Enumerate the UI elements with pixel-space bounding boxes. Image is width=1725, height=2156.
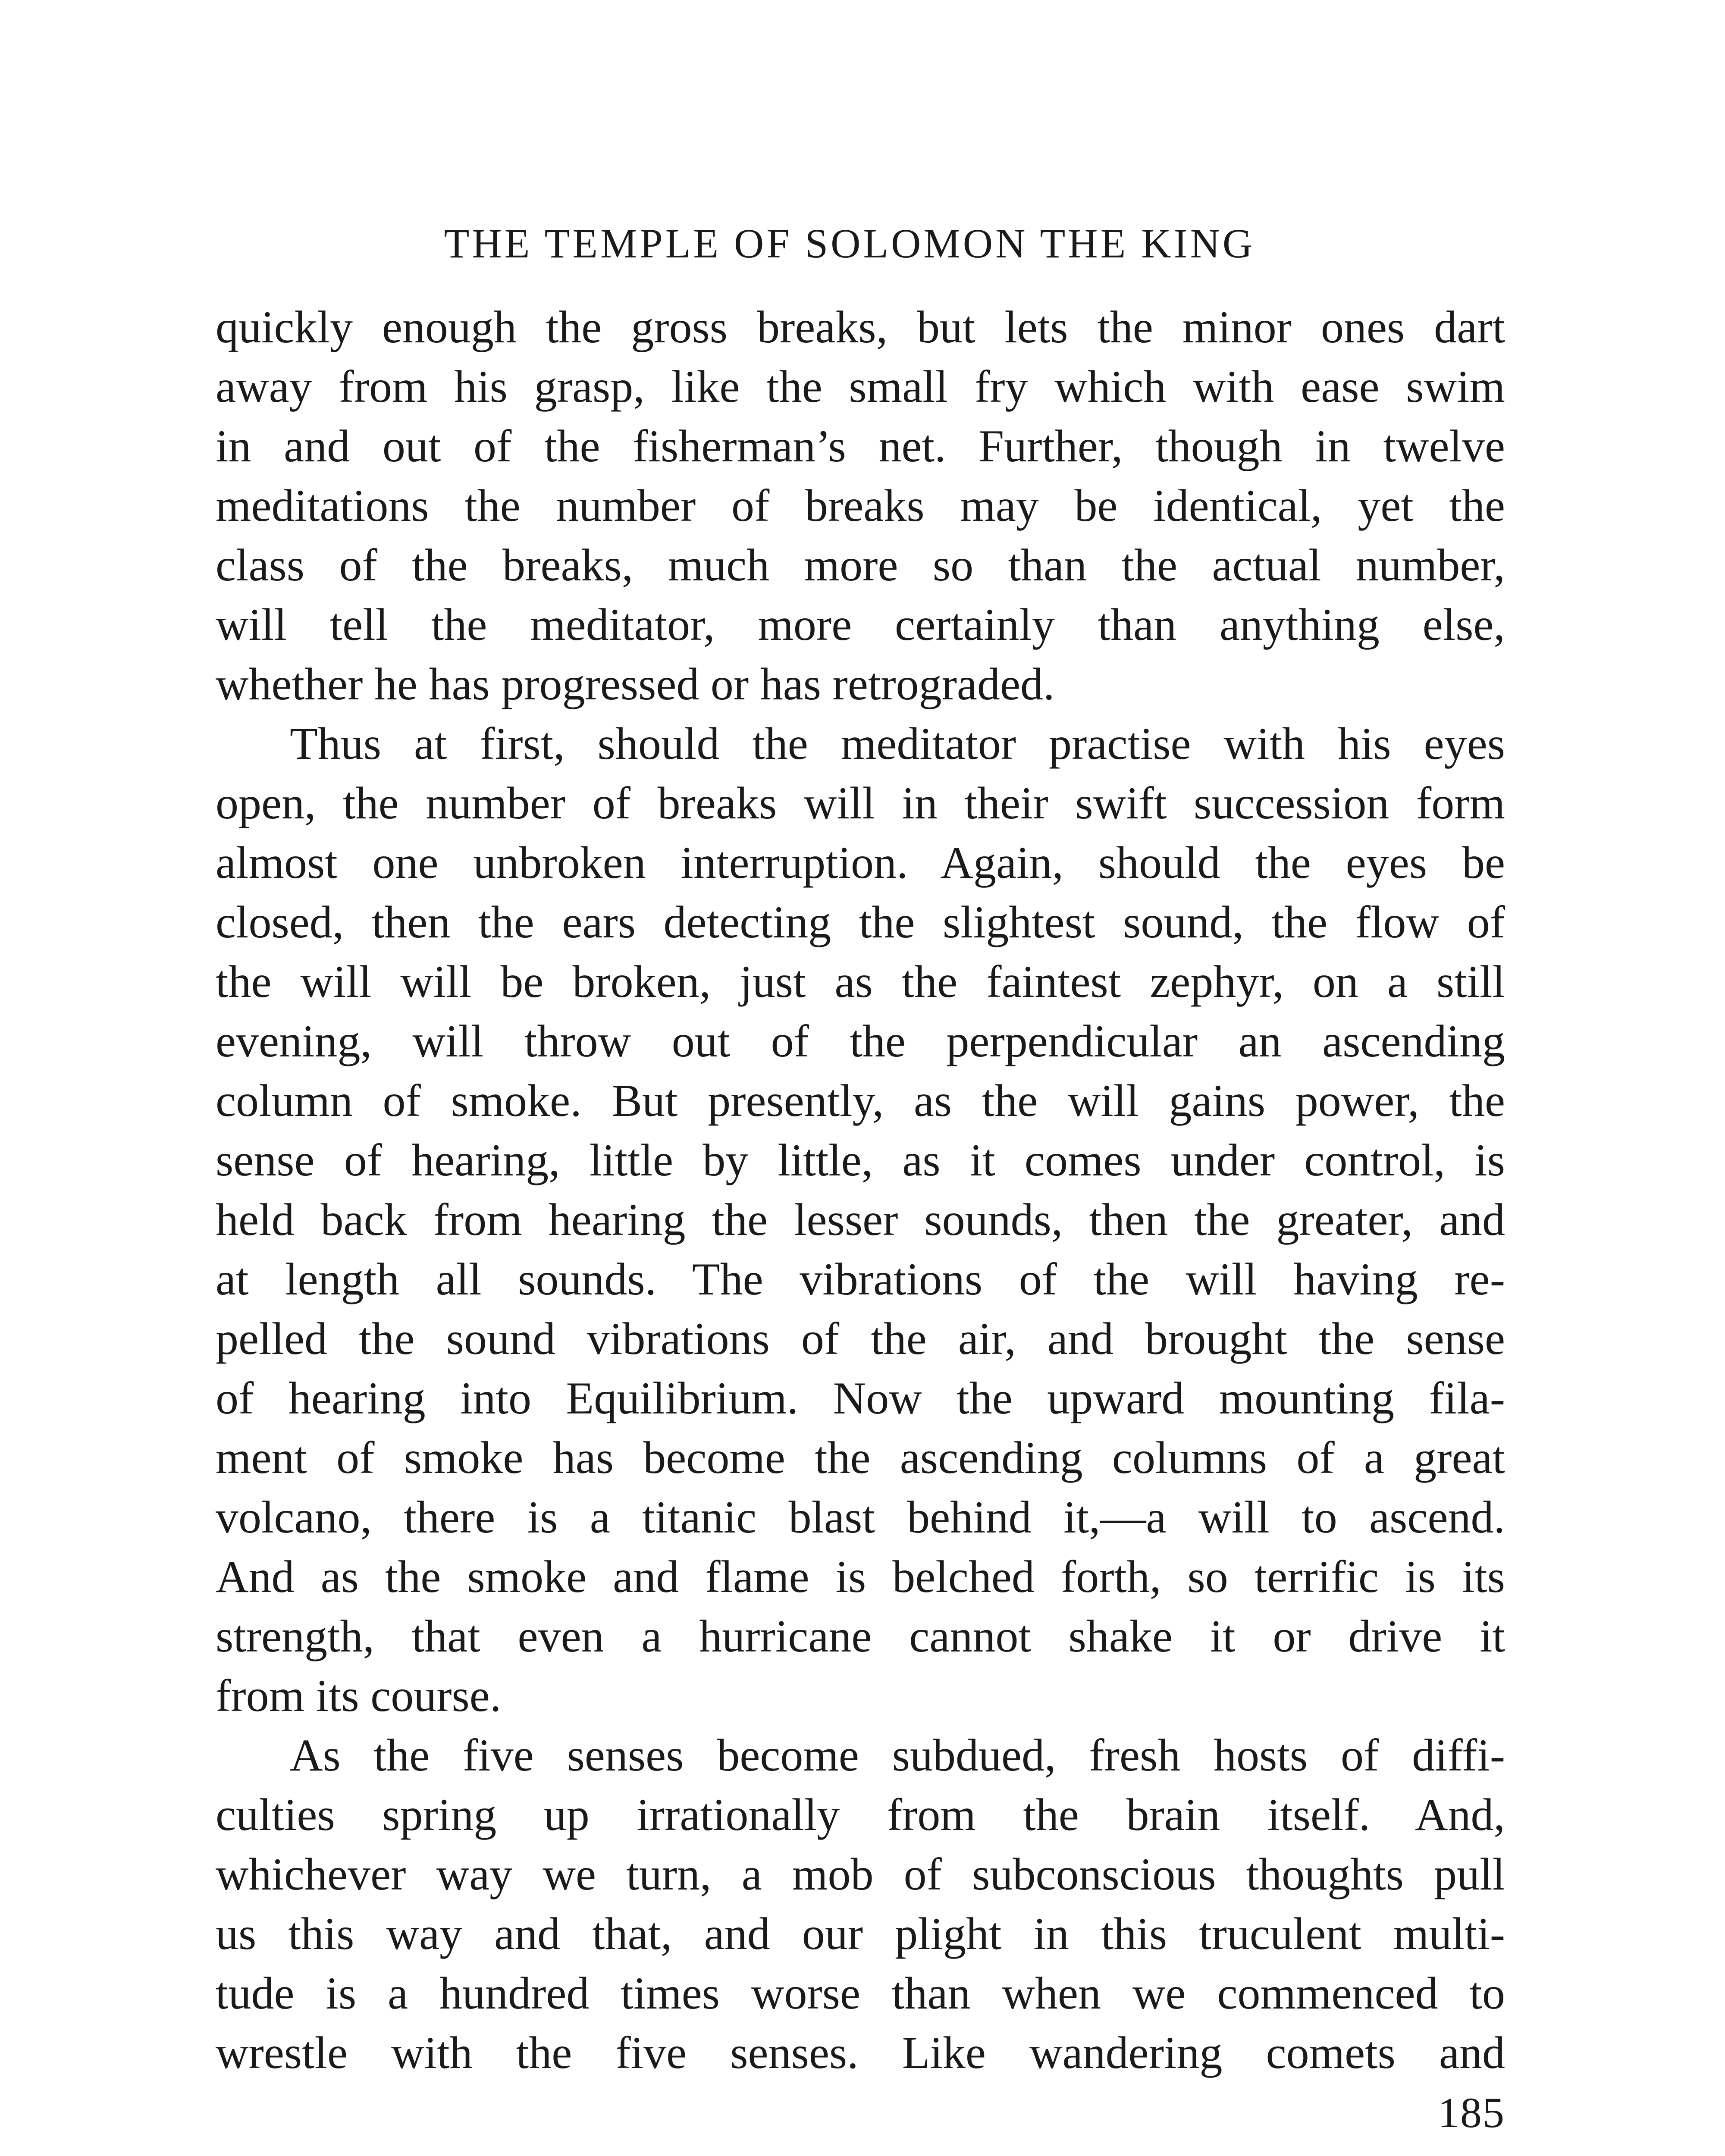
text-line: the will will be broken, just as the faintest zephyr, on a still [216,956,1505,1007]
text-line: sense of hearing, little by little, as it comes under control, is [216,1135,1505,1185]
page-number: 185 [1438,2089,1505,2137]
text-line: us this way and that, and our plight in this truculent multi- [216,1908,1505,1959]
text-line: away from his grasp, like the small fry which with ease swim [216,361,1505,412]
running-title: THE TEMPLE OF SOLOMON THE KING [444,220,1255,266]
text-line: whichever way we turn, a mob of subconscious thoughts pull [216,1849,1505,1899]
running-header [0,216,1725,298]
text-line: column of smoke. But presently, as the will gains power, the [216,1075,1505,1126]
text-line: held back from hearing the lesser sounds, then the greater, and [216,1194,1505,1245]
text-line: pelled the sound vibrations of the air, and brought the sense [216,1313,1505,1364]
text-line: volcano, there is a titanic blast behind it,—a will to ascend. [216,1492,1505,1542]
text-line: will tell the meditator, more certainly than anything else, [216,599,1505,650]
text-line: at length all sounds. The vibrations of the will having re- [216,1254,1505,1304]
text-line: meditations the number of breaks may be identical, yet the [216,480,1505,531]
text-line: wrestle with the five senses. Like wandering comets and [216,2028,1505,2078]
paragraph [216,1726,1505,2083]
page-body-text [216,298,1505,2083]
text-line: whether he has progressed or has retrograded. [216,659,1055,709]
text-line: closed, then the ears detecting the slightest sound, the flow of [216,897,1505,947]
text-line: from its course. [216,1670,502,1721]
text-line: of hearing into Equilibrium. Now the upward mounting fila- [216,1373,1505,1423]
text-line: ment of smoke has become the ascending columns of a great [216,1432,1505,1483]
text-line: open, the number of breaks will in their swift succession form [216,778,1505,828]
text-line: quickly enough the gross breaks, but lets the minor ones dart [216,302,1505,352]
text-line: evening, will throw out of the perpendicular an ascending [216,1016,1505,1066]
page-number-row [0,2087,1505,2139]
text-line: As the five senses become subdued, fresh hosts of diffi- [290,1730,1505,1780]
text-line: culties spring up irrationally from the brain itself. And, [216,1789,1505,1840]
text-line: tude is a hundred times worse than when we commenced to [216,1968,1505,2018]
text-line: in and out of the fisherman’s net. Further, though in twelve [216,421,1505,471]
text-line: almost one unbroken interruption. Again, should the eyes be [216,837,1505,888]
paragraph [216,298,1505,714]
text-line: strength, that even a hurricane cannot shake it or drive it [216,1611,1505,1661]
paragraph [216,714,1505,1726]
text-line: class of the breaks, much more so than the actual number, [216,540,1505,590]
text-line: Thus at first, should the meditator practise with his eyes [290,718,1505,769]
text-line: And as the smoke and flame is belched forth, so terrific is its [216,1551,1505,1602]
